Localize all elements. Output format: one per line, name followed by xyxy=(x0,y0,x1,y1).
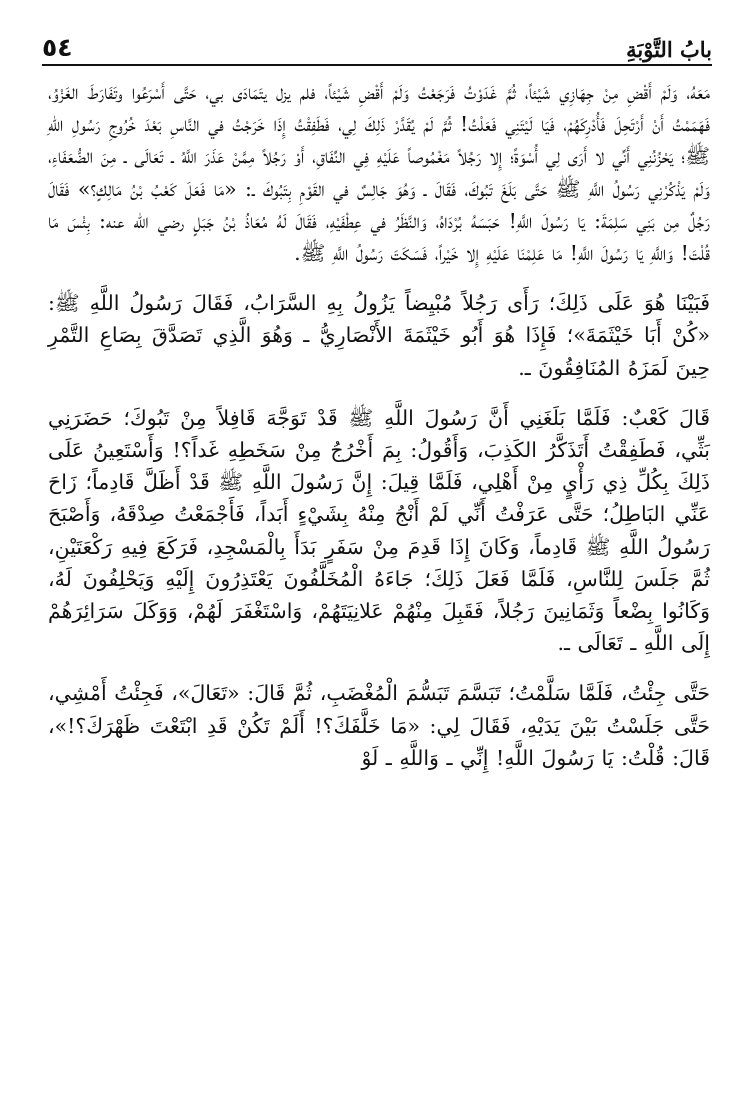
paragraph-4: حَتَّى جِئْتُ، فَلَمَّا سَلَّمْتُ؛ تَبَسَّمَ تَبَسُّمَ الْمُغْضَبِ، ثُمَّ قَالَ: «تَعَالَ»، فَجِئْتُ أَمْشِي، حَتَّى جَلَسْتُ بَيْنَ يَدَيْهِ، فَقَالَ لِي: «مَا خَلَّفَكَ؟! أَلَمْ تَكُنْ قَدِ ابْتَعْتَ ظَهْرَكَ؟!»، قَالَ: قُلْتُ: يَا رَسُولَ اللَّهِ! إِنِّي ـ وَاللَّهِ ـ لَوْ xyxy=(48,681,710,770)
chapter-title: بابُ التَّوْبَةِ xyxy=(626,37,712,62)
paragraph-2: فَبَيْنَا هُوَ عَلَى ذَلِكَ؛ رَأَى رَجُلاً مُبْيِضاً يَزُولُ بِهِ السَّرَابُ، فَقَالَ رَسُولُ اللَّهِ ﷺ: «كُنْ أَبَا خَيْثَمَةَ»؛ فَإِذَا هُوَ أَبُو خَيْثَمَةَ الأَنْصَارِيُّ ـ وَهُوَ الَّذِي تَصَدَّقَ بِصَاعِ التَّمْرِ حِينَ لَمَزَهُ المُنَافِقُونَ ـ. xyxy=(48,291,710,380)
paragraph-1: مَعَهُ، وَلَمْ أَقْضِ مِنْ جِهَازِي شَيْئاً، ثُمَّ غَدَوْتُ فَرَجَعْتُ وَلَمْ أَقْضِ شَيْئاً، فلم يزل يتَمَادَى بي، حَتَّى أَسْرَعُوا وتَفَارَطَ الغَزْوُ، فَهَمَمْتُ أَنْ أَرْتَحِلَ فَأُدْرِكَهُمْ، فَيَا لَيْتَنِي فَعَلْتُ! ثُمَّ لَمْ يُقَدَّرْ ذَلِكَ لِي، فَطَفِقْتُ إِذَا خَرَجْتُ في النَّاسِ بَعْدَ خُرُوجِ رَسُولِ اللهِ ﷺ؛ يَحْزُنُنِي أَنِّي لا أَرَى لِي أُسْوَةً؛ إِلا رَجُلاً مَغْمُوصاً عَلَيْهِ فِي النِّفَاقِ، أَوْ رَجُلاً مِمَّنْ عَذَرَ اللَّهُ ـ تَعَالَى ـ مِنَ الضُّعَفَاءِ، وَلَمْ يَذْكُرْنِي رَسُولُ اللَّهِ ﷺ حَتَّى بَلَغَ تَبُوكَ، فَقَالَ ـ وَهُوَ جَالِسٌ في القَوْمِ بِتَبُوكَ ـ: «مَا فَعَلَ كَعْبُ بْنُ مَالِكٍ؟» فَقَالَ رَجُلٌ مِن بَنِي سَلِمَةَ: يَا رَسُولَ اللَّهِ! حَبَسَهُ بُرْدَاهُ، وَالنَّظَرُ في عِطْفَيْهِ، فَقَالَ لَهُ مُعَاذُ بْنُ جَبَلٍ رضي الله عنه: بِئْسَ مَا قُلْتَ! وَاللَّهِ يَا رَسُولَ اللَّهِ! مَا عَلِمْنَا عَلَيْهِ إِلا خَيْراً، فَسَكَتَ رَسُولُ اللَّهِ ﷺ. xyxy=(48,80,710,266)
page-number: ٥٤ xyxy=(42,33,73,62)
page-header xyxy=(42,20,712,66)
page-body xyxy=(48,76,710,774)
paragraph-3: قَالَ كَعْبٌ: فَلَمَّا بَلَغَنِي أَنَّ رَسُولَ اللَّهِ ﷺ قَدْ تَوَجَّهَ قَافِلاً مِنْ تَبُوكَ؛ حَضَرَنِي بَثِّي، فَطَفِقْتُ أَتَذَكَّرُ الكَذِبَ، وَأَقُولُ: بِمَ أَخْرُجُ مِنْ سَخَطِهِ غَداً؟! وَأَسْتَعِينُ عَلَى ذَلِكَ بِكُلِّ ذِي رَأْيٍ مِنْ أَهْلِي، فَلَمَّا قِيلَ: إِنَّ رَسُولَ اللَّهِ ﷺ قَدْ أَظَلَّ قَادِماً؛ زَاحَ عَنِّي البَاطِلُ؛ حَتَّى عَرَفْتُ أَنِّي لَمْ أَنْجُ مِنْهُ بِشَيْءٍ أَبَداً، فَأَجْمَعْتُ صِدْقَهُ، وَأَصْبَحَ رَسُولُ اللَّهِ ﷺ قَادِماً، وَكَانَ إِذَا قَدِمَ مِنْ سَفَرٍ بَدَأَ بِالْمَسْجِدِ، فَرَكَعَ فِيهِ رَكْعَتَيْنِ، ثُمَّ جَلَسَ لِلنَّاسِ، فَلَمَّا فَعَلَ ذَلِكَ؛ جَاءَهُ الْمُخَلَّفُونَ يَعْتَذِرُونَ إِلَيْهِ وَيَحْلِفُونَ لَهُ، وَكَانُوا بِضْعاً وَثَمَانِينَ رَجُلاً، فَقَبِلَ مِنْهُمْ عَلانِيَتَهُمْ، وَاسْتَغْفَرَ لَهُمْ، وَوَكَلَ سَرَائِرَهُمْ إِلَى اللَّهِ ـ تَعَالَى ـ. xyxy=(48,405,710,656)
